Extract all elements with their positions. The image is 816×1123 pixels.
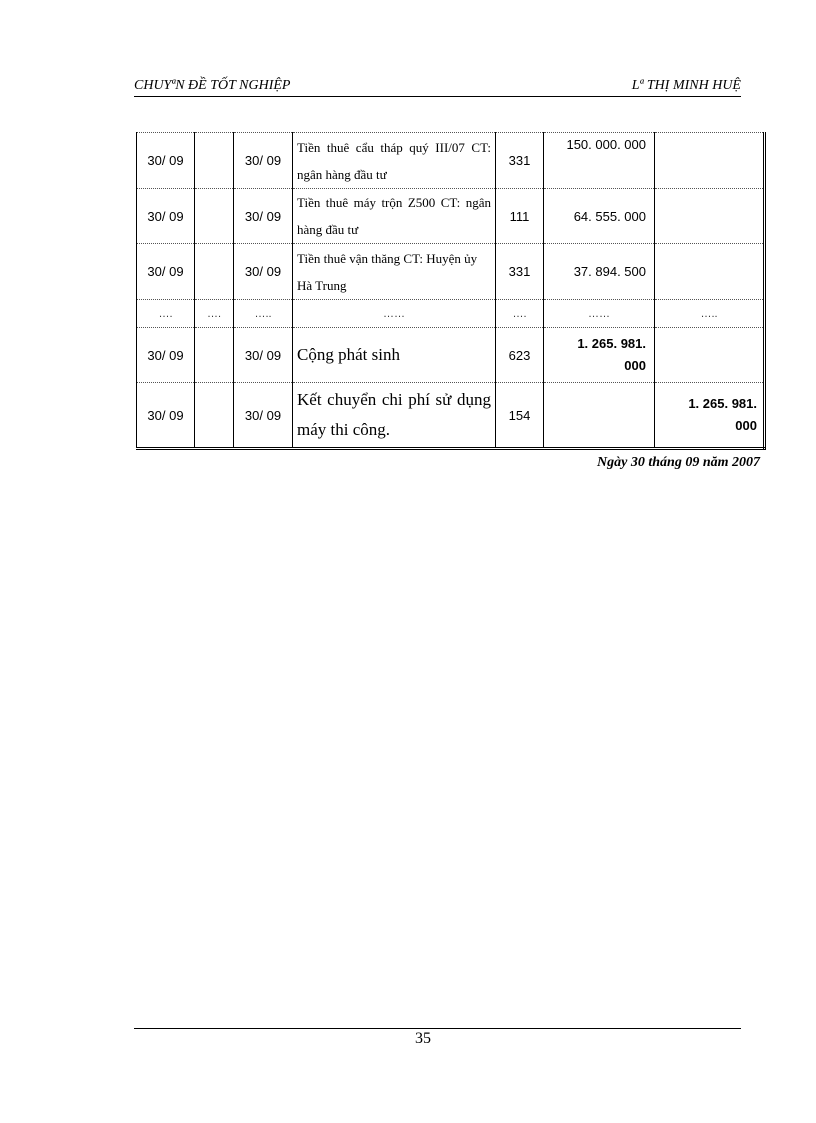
- cell-doc-date: 30/ 09: [234, 383, 293, 449]
- signature-date: Ngày 30 tháng 09 năm 2007: [597, 455, 760, 470]
- table-row: [137, 133, 765, 189]
- cell-debit: 37. 894. 500: [544, 244, 655, 300]
- cell-debit: 150. 000. 000: [544, 133, 655, 189]
- cell-account: 623: [496, 328, 544, 383]
- cell-credit: [655, 133, 765, 189]
- cell-date: 30/ 09: [137, 383, 195, 449]
- header-author: Lª THỊ MINH HUỆ: [631, 78, 741, 93]
- cell-date: 30/ 09: [137, 328, 195, 383]
- cell-doc-no: [195, 133, 234, 189]
- cell-date: 30/ 09: [137, 244, 195, 300]
- cell-description: Tiền thuê cẩu tháp quý III/07 CT: ngân hàng đầu tư: [293, 133, 496, 189]
- cell-debit: 1. 265. 981. 000: [544, 328, 655, 383]
- table-row: [137, 189, 765, 244]
- cell-doc-no: [195, 383, 234, 449]
- cell-credit: 1. 265. 981. 000: [655, 383, 765, 449]
- cell-description: Tiền thuê máy trộn Z500 CT: ngân hàng đầu tư: [293, 189, 496, 244]
- cell-doc-no: [195, 328, 234, 383]
- cell-credit: …..: [655, 300, 765, 328]
- cell-credit: [655, 189, 765, 244]
- cell-doc-date: 30/ 09: [234, 244, 293, 300]
- cell-doc-date: 30/ 09: [234, 328, 293, 383]
- cell-date: 30/ 09: [137, 133, 195, 189]
- cell-debit: 64. 555. 000: [544, 189, 655, 244]
- cell-account: 111: [496, 189, 544, 244]
- page-number: 35: [415, 1030, 431, 1047]
- cell-doc-date: 30/ 09: [234, 133, 293, 189]
- cell-debit: ……: [544, 300, 655, 328]
- table-row: [137, 328, 765, 383]
- cell-doc-no: ….: [195, 300, 234, 328]
- cell-doc-date: 30/ 09: [234, 189, 293, 244]
- page-header: [134, 76, 741, 97]
- cell-date: ….: [137, 300, 195, 328]
- ledger-table: [136, 132, 766, 450]
- table-row: [137, 244, 765, 300]
- cell-description: Kết chuyển chi phí sử dụng máy thi công.: [293, 383, 496, 449]
- table-row: [137, 300, 765, 328]
- cell-debit: [544, 383, 655, 449]
- table-row: [137, 383, 765, 449]
- cell-credit: [655, 328, 765, 383]
- cell-doc-date: …..: [234, 300, 293, 328]
- cell-description: Cộng phát sinh: [293, 328, 496, 383]
- cell-account: 331: [496, 133, 544, 189]
- cell-account: ….: [496, 300, 544, 328]
- cell-doc-no: [195, 189, 234, 244]
- header-title: CHUYªN ĐỀ TỐT NGHIỆP: [134, 78, 291, 93]
- cell-account: 331: [496, 244, 544, 300]
- footer-divider: [134, 1028, 741, 1029]
- cell-credit: [655, 244, 765, 300]
- cell-date: 30/ 09: [137, 189, 195, 244]
- cell-doc-no: [195, 244, 234, 300]
- cell-description: ……: [293, 300, 496, 328]
- cell-description: Tiền thuê vận thăng CT: Huyện ủy Hà Trung: [293, 244, 496, 300]
- cell-account: 154: [496, 383, 544, 449]
